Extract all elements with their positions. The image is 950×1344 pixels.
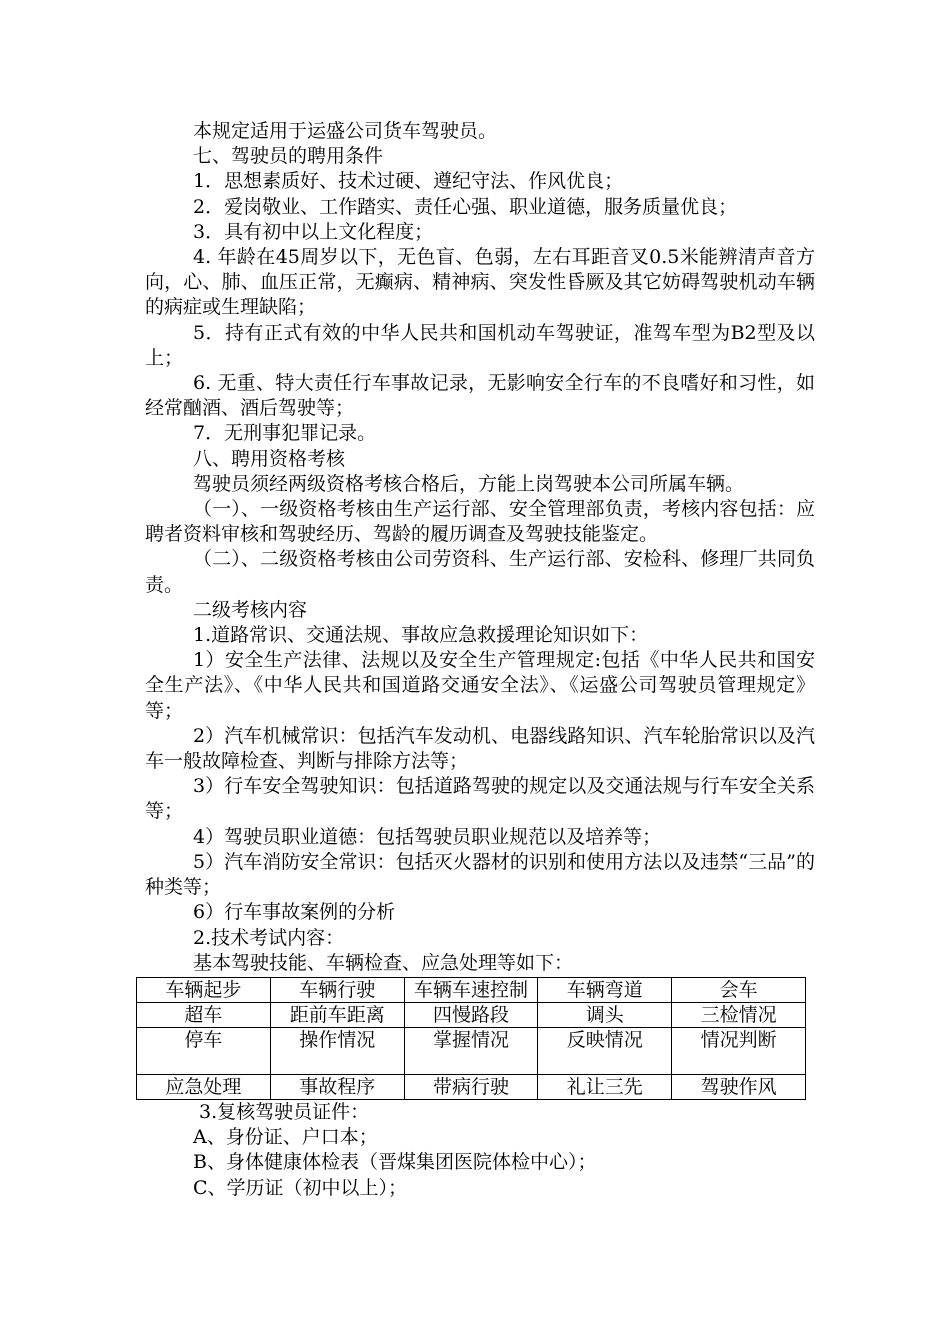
list-item: 3）行车安全驾驶知识：包括道路驾驶的规定以及交通法规与行车安全关系等； (145, 775, 815, 823)
paragraph: （一）、一级资格考核由生产运行部、安全管理部负责，考核内容包括：应聘者资料审核和驾驶经历、驾龄的履历调查及驾驶技能鉴定。 (145, 498, 815, 546)
list-item: 1.道路常识、交通法规、事故应急救援理论知识如下： (193, 624, 649, 647)
body-text-bottom (145, 1100, 815, 1201)
list-item: 4. 年龄在45周岁以下，无色盲、色弱，左右耳距音叉0.5米能辨清声音方向，心、肺、血压正常，无癫病、精神病、突发性昏厥及其它妨碍驾驶机动车辆的病症或生理缺陷； (145, 246, 815, 319)
table-cell: 车辆起步 (137, 977, 271, 1002)
list-item: 6. 无重、特大责任行车事故记录，无影响安全行车的不良嗜好和习性，如经常酗酒、酒后驾驶等； (145, 372, 815, 420)
list-item: C、学历证（初中以上）； (193, 1176, 408, 1199)
list-item: B、身体健康体检表（晋煤集团医院体检中心）； (193, 1151, 597, 1174)
table-cell: 距前车距离 (270, 1002, 404, 1027)
table-cell: 调头 (538, 1002, 672, 1027)
table-cell: 三检情况 (672, 1002, 806, 1027)
table-cell: 四慢路段 (404, 1002, 538, 1027)
list-item: 6）行车事故案例的分析 (193, 901, 396, 924)
list-item: 2.技术考试内容： (193, 926, 345, 949)
table-cell: 操作情况 (270, 1027, 404, 1074)
list-item: 1．思想素质好、技术过硬、遵纪守法、作风优良； (193, 170, 624, 193)
table-cell: 反映情况 (538, 1027, 672, 1074)
table-cell: 驾驶作风 (672, 1074, 806, 1099)
table-cell: 应急处理 (137, 1074, 271, 1099)
paragraph: 驾驶员须经两级资格考核合格后，方能上岗驾驶本公司所属车辆。 (193, 472, 745, 495)
table-row (137, 1002, 806, 1027)
paragraph: 本规定适用于运盛公司货车驾驶员。 (193, 120, 498, 142)
list-item: 1）安全生产法律、法规以及安全生产管理规定:包括《中华人民共和国安全生产法》、《中华人民共和国道路交通安全法》、《运盛公司驾驶员管理规定》等； (145, 649, 815, 722)
list-item: 5．持有正式有效的中华人民共和国机动车驾驶证，准驾车型为B2型及以上； (145, 321, 815, 369)
table-row (137, 1027, 806, 1074)
table-cell: 情况判断 (672, 1027, 806, 1074)
list-item: 4）驾驶员职业道德：包括驾驶员职业规范以及培养等； (193, 825, 662, 848)
table-cell: 车辆行驶 (270, 977, 404, 1002)
list-item: 3．具有初中以上文化程度； (193, 220, 434, 243)
list-item: A、身份证、户口本； (193, 1126, 378, 1149)
list-item: 2．爱岗敬业、工作踏实、责任心强、职业道德，服务质量优良； (193, 195, 738, 218)
table-cell: 礼让三先 (538, 1074, 672, 1099)
subheading: 二级考核内容 (193, 598, 308, 621)
paragraph: （二）、二级资格考核由公司劳资科、生产运行部、安检科、修理厂共同负责。 (145, 548, 815, 596)
body-text-top (145, 119, 815, 976)
paragraph: 基本驾驶技能、车辆检查、应急处理等如下： (193, 951, 574, 974)
table-cell: 会车 (672, 977, 806, 1002)
exam-items-table (136, 977, 806, 1100)
document-page (145, 119, 815, 1201)
table-cell: 带病行驶 (404, 1074, 538, 1099)
table-cell: 掌握情况 (404, 1027, 538, 1074)
table-cell: 车辆车速控制 (404, 977, 538, 1002)
section-heading-7: 七、驾驶员的聘用条件 (193, 145, 384, 168)
table-cell: 停车 (137, 1027, 271, 1074)
list-item: 3.复核驾驶员证件： (199, 1100, 370, 1123)
list-item: 2）汽车机械常识：包括汽车发动机、电器线路知识、汽车轮胎常识以及汽车一般故障检查、判断与排除方法等； (145, 724, 815, 773)
table-cell: 事故程序 (270, 1074, 404, 1099)
table-cell: 超车 (137, 1002, 271, 1027)
table-row (137, 977, 806, 1002)
section-heading-8: 八、聘用资格考核 (193, 447, 346, 470)
list-item: 7．无刑事犯罪记录。 (193, 422, 377, 445)
list-item: 5）汽车消防安全常识：包括灭火器材的识别和使用方法以及违禁“三品”的种类等； (145, 850, 815, 899)
table-cell: 车辆弯道 (538, 977, 672, 1002)
table-row (137, 1074, 806, 1099)
